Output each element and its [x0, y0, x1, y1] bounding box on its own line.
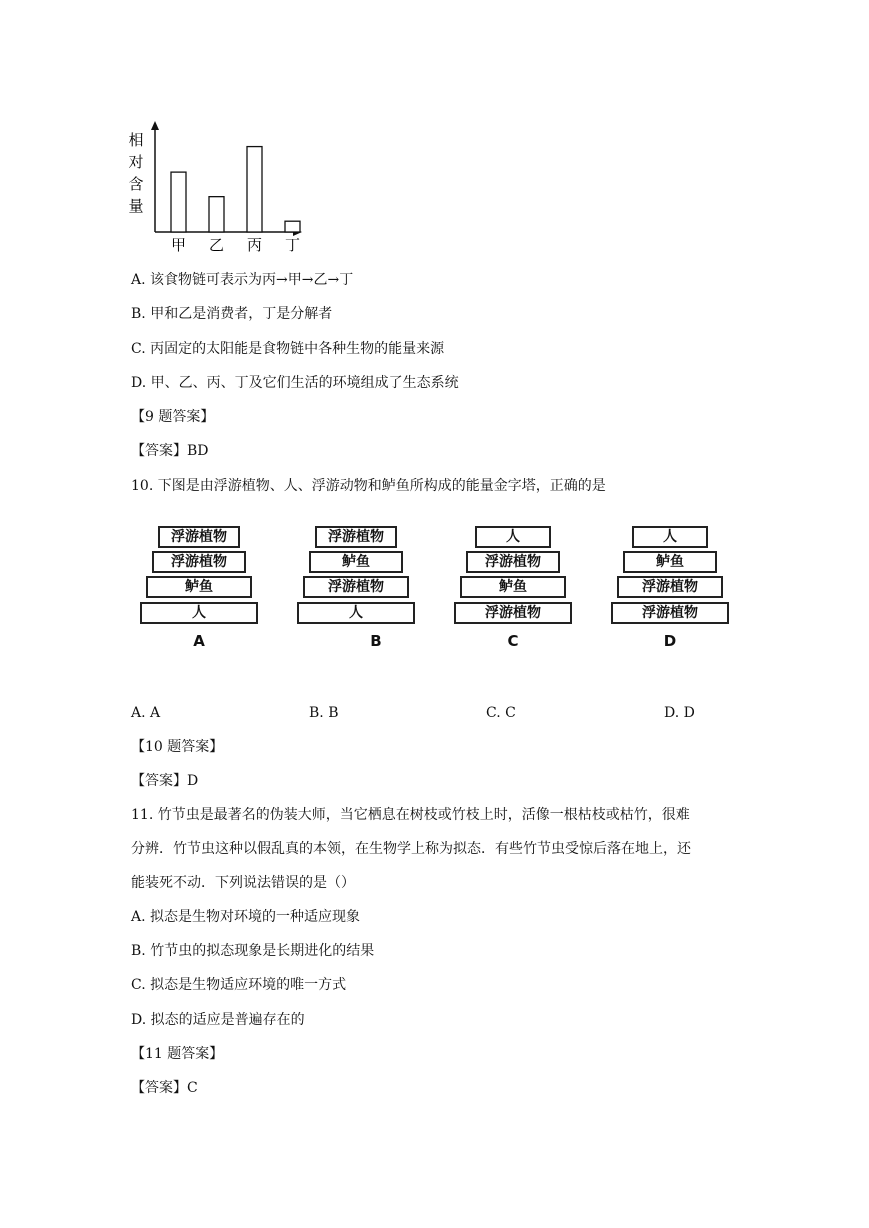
x-tick-label: 乙	[208, 236, 225, 254]
pyramid-b	[291, 522, 421, 650]
pyramid-level: 浮游植物	[611, 602, 729, 624]
q11-option-b: B. 竹节虫的拟态现象是长期进化的结果	[131, 943, 375, 959]
q10-option-b: B. B	[309, 705, 339, 721]
bar-4	[285, 221, 300, 232]
pyramid-label: A	[193, 632, 205, 650]
q11-answer-heading: 【11 题答案】	[131, 1046, 224, 1062]
pyramid-level: 鲈鱼	[460, 576, 566, 598]
x-tick-label: 丙	[246, 236, 263, 254]
pyramid-level: 人	[475, 526, 551, 548]
q11-question-line-2: 分辨．竹节虫这种以假乱真的本领，在生物学上称为拟态．有些竹节虫受惊后落在地上，还	[131, 841, 691, 857]
q10-question: 10. 下图是由浮游植物、人、浮游动物和鲈鱼所构成的能量金字塔，正确的是	[131, 478, 606, 494]
q11-question-line-1: 11. 竹节虫是最著名的伪装大师，当它栖息在树枝或竹枝上时，活像一根枯枝或枯竹，很难	[131, 807, 690, 823]
pyramid-level: 鲈鱼	[309, 551, 403, 573]
pyramid-level: 浮游植物	[315, 526, 397, 548]
pyramid-level: 浮游植物	[466, 551, 560, 573]
y-axis-arrow	[151, 121, 159, 130]
pyramid-level: 人	[632, 526, 708, 548]
q11-option-c: C. 拟态是生物适应环境的唯一方式	[131, 977, 347, 993]
q10-option-a: A. A	[131, 705, 161, 721]
q10-option-d: D. D	[664, 705, 695, 721]
pyramid-level: 浮游植物	[454, 602, 572, 624]
q11-answer: 【答案】C	[131, 1080, 198, 1096]
y-axis-label-char: 含	[128, 175, 144, 193]
q11-option-d: D. 拟态的适应是普遍存在的	[131, 1012, 305, 1028]
q10-option-c: C. C	[486, 705, 516, 721]
pyramid-a	[134, 522, 264, 650]
pyramid-level: 浮游植物	[158, 526, 240, 548]
q9-option-c: C. 丙固定的太阳能是食物链中各种生物的能量来源	[131, 341, 445, 357]
q9-option-a: A. 该食物链可表示为丙→甲→乙→丁	[131, 272, 354, 288]
y-axis-label	[128, 131, 143, 215]
q10-answer-heading: 【10 题答案】	[131, 739, 224, 755]
pyramid-label: C	[507, 632, 519, 650]
y-axis-label-char: 相	[128, 131, 144, 149]
pyramid-level: 人	[297, 602, 415, 624]
pyramid-level: 人	[140, 602, 258, 624]
pyramid-label: D	[663, 632, 677, 650]
q9-option-b: B. 甲和乙是消费者，丁是分解者	[131, 306, 333, 322]
x-tick-label: 丁	[284, 236, 301, 254]
pyramid-label: B	[370, 632, 382, 650]
pyramid-level: 浮游植物	[617, 576, 723, 598]
pyramid-d	[605, 522, 735, 650]
pyramid-level: 浮游植物	[303, 576, 409, 598]
x-tick-label: 甲	[170, 236, 187, 254]
q9-answer: 【答案】BD	[131, 443, 209, 459]
bar-3	[247, 147, 262, 232]
pyramid-c	[448, 522, 578, 650]
y-axis-label-char: 对	[128, 153, 144, 171]
bar-chart	[128, 120, 318, 260]
bar-1	[171, 172, 186, 232]
q11-option-a: A. 拟态是生物对环境的一种适应现象	[131, 909, 361, 925]
pyramid-level: 浮游植物	[152, 551, 246, 573]
q10-answer: 【答案】D	[131, 773, 199, 789]
y-axis-label-char: 量	[128, 197, 144, 215]
bar-2	[209, 197, 224, 232]
q9-answer-heading: 【9 题答案】	[131, 409, 215, 425]
pyramid-level: 鲈鱼	[146, 576, 252, 598]
pyramid-level: 鲈鱼	[623, 551, 717, 573]
q11-question-line-3: 能装死不动．下列说法错误的是（）	[131, 875, 355, 891]
q9-option-d: D. 甲、乙、丙、丁及它们生活的环境组成了生态系统	[131, 375, 459, 391]
